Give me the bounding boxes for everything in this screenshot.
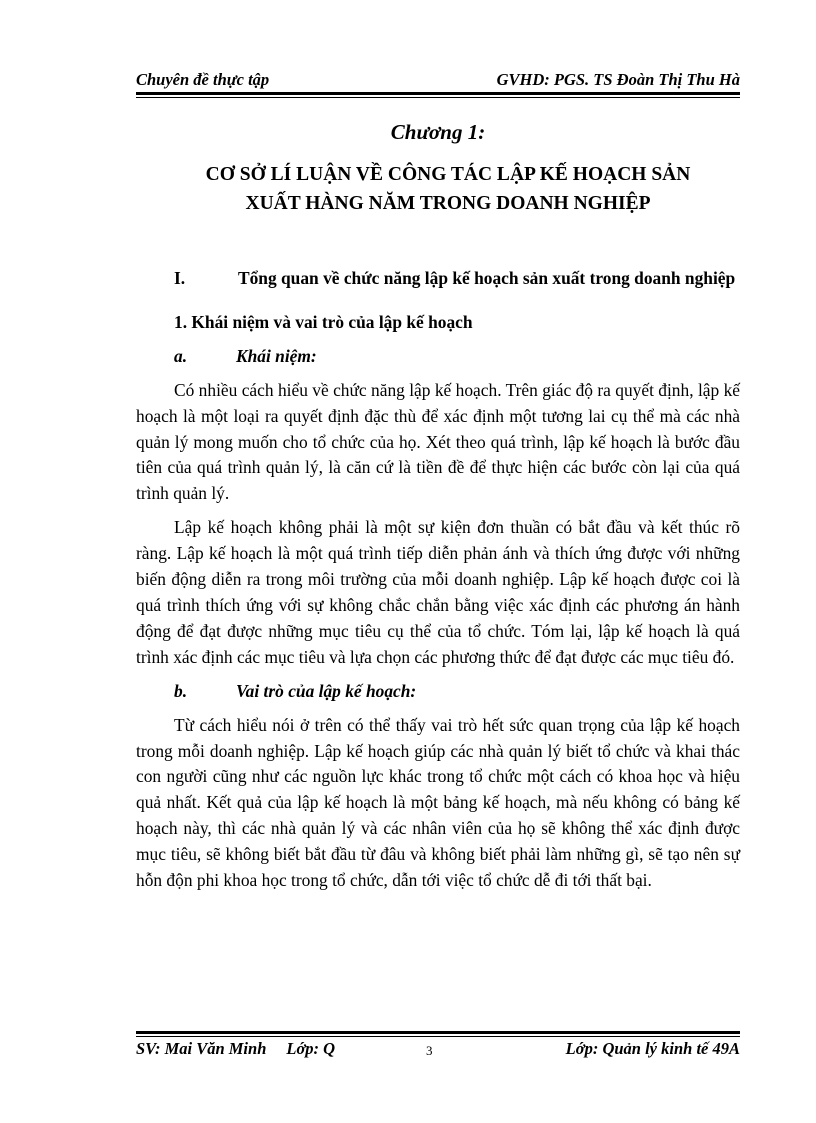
footer-rule-thin	[136, 1036, 740, 1037]
chapter-title	[136, 160, 760, 218]
paragraph: Có nhiều cách hiểu về chức năng lập kế hoạch. Trên giác độ ra quyết định, lập kế hoạch là một loại ra quyết định đặc thù để xác định một tương lai cụ thể mà các nhà quản lý mong muốn cho tổ chức của họ. Xét theo quá trình, lập kế hoạch là bước đầu tiên của quá trình quản lý, là căn cứ là tiền đề để thực hiện các bước còn lại của quá trình quản lý.	[136, 379, 740, 504]
item-a-title: Khái niệm:	[236, 345, 317, 366]
paragraph: Lập kế hoạch không phải là một sự kiện đơn thuần có bắt đầu và kết thúc rõ ràng. Lập kế hoạch là một quá trình tiếp diễn phản ánh và thích ứng được với những biến động diễn ra trong môi trường của mỗi doanh nghiệp. Lập kế hoạch được coi là quá trình thích ứng với sự không chắc chắn bằng việc xác định các phương án hành động để đạt được những mục tiêu cụ thể của tổ chức. Tóm lại, lập kế hoạch là quá trình xác định các mục tiêu và lựa chọn các phương thức để đạt được các mục tiêu đó.	[136, 517, 740, 667]
section-title: Tổng quan về chức năng lập kế hoạch sản xuất trong doanh nghiệp	[238, 268, 736, 288]
footer-rule-thick	[136, 1031, 740, 1034]
footer-student: SV: Mai Văn Minh	[136, 1039, 267, 1058]
item-b-number: b.	[174, 680, 188, 701]
page-footer	[136, 1039, 740, 1061]
section-number: I.	[174, 268, 186, 288]
header-right-text: GVHD: PGS. TS Đoàn Thị Thu Hà	[496, 70, 740, 89]
item-b-heading	[174, 679, 740, 705]
header-rule-thick	[136, 92, 740, 95]
item-a-heading	[174, 344, 740, 370]
footer-class: Lớp: Q	[286, 1039, 336, 1058]
chapter-label: Chương 1:	[390, 120, 486, 144]
footer-left	[136, 1039, 335, 1059]
header-rule-thin	[136, 97, 740, 98]
item-a-number: a.	[174, 345, 188, 366]
header-left-text: Chuyên đề thực tập	[136, 70, 270, 89]
item-b-title: Vai trò của lập kế hoạch:	[236, 680, 417, 701]
chapter-title-line2: XUẤT HÀNG NĂM TRONG DOANH NGHIỆP	[245, 193, 651, 214]
subsection-heading: 1. Khái niệm và vai trò của lập kế hoạch	[174, 311, 473, 332]
document-body	[136, 266, 740, 894]
paragraph: Từ cách hiểu nói ở trên có thể thấy vai trò hết sức quan trọng của lập kế hoạch trong mỗi doanh nghiệp. Lập kế hoạch giúp các nhà quản lý biết tổ chức và khai thác con người cũng như các nguồn lực khác trong tổ chức một cách có khoa học và hiệu quả nhất. Kết quả của lập kế hoạch là một bảng kế hoạch, mà nếu không có bảng kế hoạch này, thì các nhà quản lý và các nhân viên của họ sẽ không thể xác định được mục tiêu, sẽ không biết bắt đầu từ đâu và không biết phải làm những gì, sẽ tạo nên sự hỗn độn phi khoa học trong tổ chức, dẫn tới việc tổ chức dễ đi tới thất bại.	[136, 714, 740, 891]
footer-right-text: Lớp: Quản lý kinh tế 49A	[565, 1039, 740, 1058]
page-header	[136, 68, 740, 90]
page-number: 3	[426, 1043, 433, 1058]
section-heading	[136, 266, 740, 292]
chapter-title-line1: CƠ SỞ LÍ LUẬN VỀ CÔNG TÁC LẬP KẾ HOẠCH SẢN	[205, 164, 691, 185]
